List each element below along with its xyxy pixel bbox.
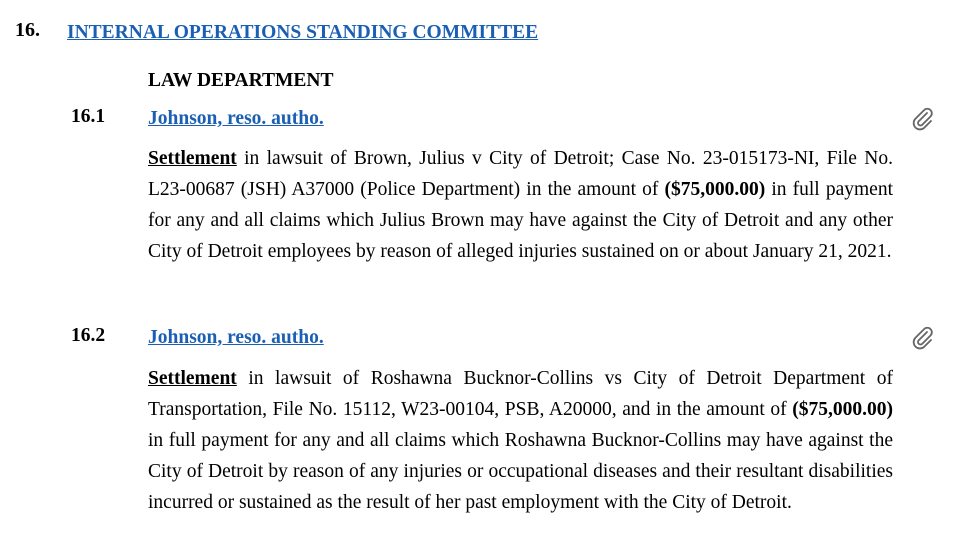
item-number: 16.2 bbox=[71, 325, 106, 346]
section-title-link[interactable]: INTERNAL OPERATIONS STANDING COMMITTEE bbox=[67, 22, 539, 43]
paperclip-icon[interactable] bbox=[910, 325, 936, 351]
item-description bbox=[148, 143, 893, 267]
description-text: in full payment for any and all claims which Julius Brown may have against the City of Detroit and any other City of Detroit employees by reason of alleged injuries sustained on or about January 21, 2021. bbox=[148, 179, 893, 262]
item-link-16-2[interactable]: Johnson, reso. autho. bbox=[148, 327, 324, 348]
settlement-label: Settlement bbox=[148, 148, 237, 169]
description-text: in lawsuit of Roshawna Bucknor-Collins vs City of Detroit Department of Transportation, File No. 15112, W23-00104, PSB, A20000, and in the amount of bbox=[148, 368, 893, 420]
paperclip-icon[interactable] bbox=[910, 106, 936, 132]
item-description bbox=[148, 363, 893, 518]
description-text: in full payment for any and all claims which Roshawna Bucknor-Collins may have against the City of Detroit by reason of any injuries or occupational diseases and their resultant disabilities incurred or sustained as the result of her past employment with the City of Detroit. bbox=[148, 430, 893, 513]
department-heading: LAW DEPARTMENT bbox=[148, 70, 334, 91]
settlement-label: Settlement bbox=[148, 368, 237, 389]
section-number: 16. bbox=[15, 19, 40, 41]
description-text: in lawsuit of Brown, Julius v City of Detroit; Case No. 23-015173-NI, File No. L23-00687 (JSH) A37000 (Police Department) in the amount of bbox=[148, 148, 893, 200]
item-number: 16.1 bbox=[71, 106, 106, 127]
settlement-amount: ($75,000.00) bbox=[664, 179, 766, 200]
settlement-amount: ($75,000.00) bbox=[792, 399, 893, 420]
item-link-16-1[interactable]: Johnson, reso. autho. bbox=[148, 108, 324, 129]
